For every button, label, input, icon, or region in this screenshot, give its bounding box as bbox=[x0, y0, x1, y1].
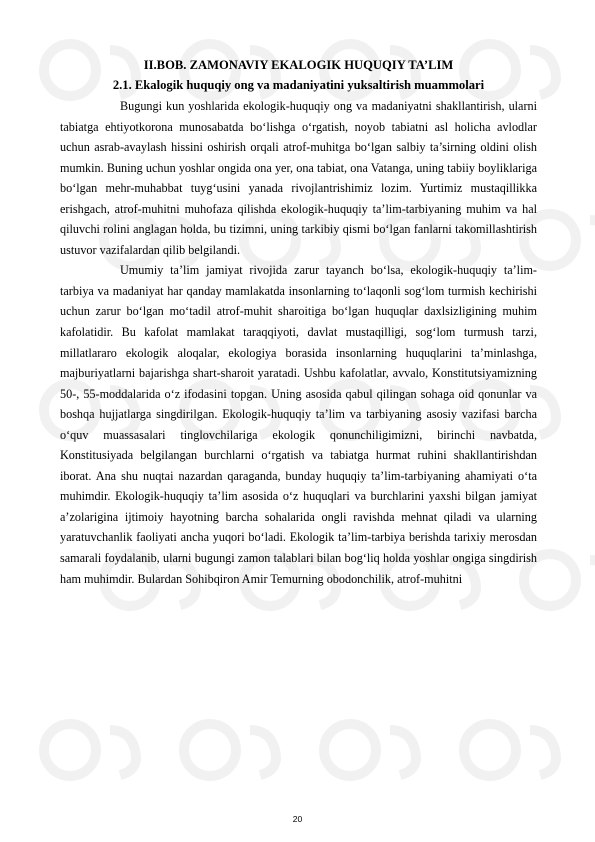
page-content bbox=[60, 55, 537, 589]
chapter-title: II.BOB. ZAMONAVIY EKALOGIK HUQUQIY TA’LIM bbox=[143, 58, 454, 72]
page-number: 20 bbox=[292, 814, 303, 824]
paragraph-2: Umumiy ta’lim jamiyat rivojida zarur tayanch bo‘lsa, ekologik-huquqiy ta’lim-tarbiya va madaniyat har qanday mamlakatda insonlarning to‘laqonli sog‘lom turmish kechirishi uchun zarur bo‘lgan mo‘tadil atrof-muhit sharoitiga bo‘lgan huquqlar daxlsizligining muhim kafolatidir. Bu kafolat mamlakat taraqqiyoti, davlat mustaqilligi, sog‘lom turmush tarzi, millatlararo ekologik aloqalar, ekologiya borasida insonlarning huquqlarini ta’minlashga, majburiyatlarni bajarishga shart-sharoit yaratadi. Ushbu kafolatlar, avvalo, Konstitutsiyamizning 50-, 55-moddalarida o‘z ifodasini topgan. Uning asosida qabul qilingan sohaga oid qonunlar va boshqa hujjatlarga singdirilgan. Ekologik-huquqiy ta’lim va tarbiyaning asosiy vazifasi barcha o‘quv muassasalari tinglovchilariga ekologik qonunchiligimizni, birinchi navbatda, Konstitusiyada belgilangan burchlarni o‘rgatish va tabiatga hurmat ruhini shakllantirishdan iborat. Ana shu nuqtai nazardan qaraganda, bunday huquqiy ta’lim-tarbiyaning ahamiyati o‘ta muhimdir. Ekologik-huquqiy ta’lim asosida o‘z huquqlari va burchlarini yaxshi bilgan jamiyat a’zolarigina ijtimoiy hayotning barcha sohalarida ongli ravishda mehnat qiladi va ularning yaratuvchanlik faoliyati ancha yuqori bo‘ladi. Ekologik ta’lim-tarbiya berishda tarixiy merosdan samarali foydalanib, ularni bugungi zamon talablari bilan bog‘liq holda yoshlar ongiga singdirish ham muhimdir. Bulardan Sohibqiron Amir Temurning obodonchilik, atrof-muhitni bbox=[60, 263, 537, 586]
watermark-curve bbox=[110, 730, 136, 775]
body-text bbox=[60, 96, 537, 589]
watermark-curve bbox=[590, 560, 595, 605]
watermark-curve bbox=[590, 220, 595, 265]
paragraph-1: Bugungi kun yoshlarida ekologik-huquqiy ong va madaniyatni shakllantirish, ularni tabiatga ehtiyotkorona munosabatda bo‘lishga o‘rgatish, noyob tabiatni asl holicha avlodlar uchun asrab-avaylash hissini oshirish orqali atrof-muhitga bo‘lgan salbiy ta’sirning oldini olish mumkin. Buning uchun yoshlar ongida ona yer, ona tabiat, ona Vatanga, uning tabiiy boyliklariga bo‘lgan mehr-muhabbat tuyg‘usini yanada rivojlantrishimiz lozim. Yurtimiz mustaqillikka erishgach, atrof-muhitni muhofaza qilishda ekologik-huquqiy ta’lim-tarbiyaning muhim va hal qiluvchi rolini anglagan holda, bu tizimni, uning tarkibiy qismi bo‘lgan fanlarni takomillashtirish ustuvor vazifalardan qilib belgilandi. bbox=[60, 99, 537, 257]
watermark-ring bbox=[324, 724, 376, 776]
section-title: 2.1. Ekalogik huquqiy ong va madaniyatini yuksaltirish muammolari bbox=[112, 78, 485, 92]
watermark-curve bbox=[530, 730, 556, 775]
watermark-ring bbox=[184, 724, 236, 776]
watermark-curve bbox=[390, 730, 416, 775]
watermark-ring bbox=[464, 724, 516, 776]
watermark-curve bbox=[250, 730, 276, 775]
watermark-ring bbox=[44, 724, 96, 776]
